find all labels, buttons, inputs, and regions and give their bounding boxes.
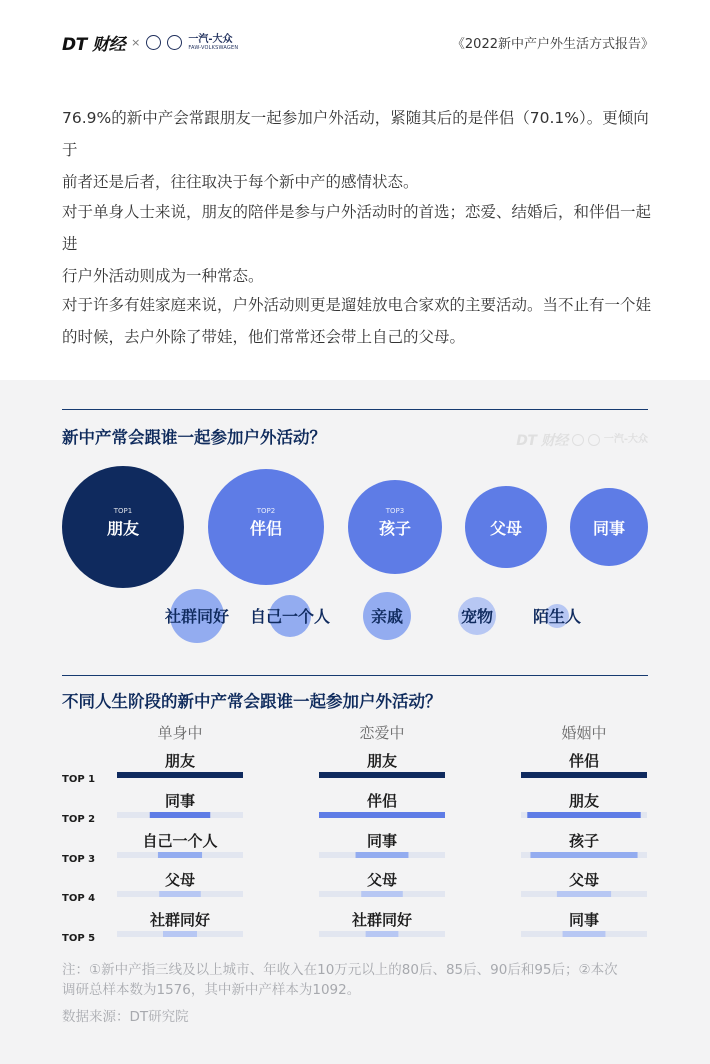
bar-1 (319, 772, 445, 778)
bar-4 (159, 891, 201, 897)
watermark-faw-text: 一汽-大众 (603, 434, 648, 445)
bar-label: 同事 (568, 911, 600, 929)
bar-label: 朋友 (164, 752, 196, 770)
bar-4 (557, 891, 611, 897)
bar-2 (150, 812, 210, 818)
watermark-dt-logo: DT 财经 (516, 433, 568, 449)
rank-label: TOP 1 (62, 774, 96, 785)
group-header: 恋爱中 (359, 724, 405, 742)
bar-1 (117, 772, 243, 778)
bar-5 (163, 931, 197, 937)
bubble-label: 孩子 (378, 519, 412, 538)
group-header: 婚姻中 (561, 724, 607, 742)
rank-label: TOP 3 (62, 854, 96, 865)
footnote-line: 注：①新中产指三线及以上城市、年收入在10万元以上的80后、85后、90后和95后；②本次 (62, 962, 618, 978)
bubble-label: 伴侣 (249, 519, 283, 538)
group-header: 单身中 (157, 724, 203, 742)
paragraph-line: 行户外活动则成为一种常态。 (62, 267, 264, 285)
bar-5 (366, 931, 399, 937)
paragraph-line: 对于许多有娃家庭来说，户外活动则更是遛娃放电合家欢的主要活动。当不止有一个娃 (62, 296, 652, 314)
footnote-line: 调研总样本数为1576，其中新中产样本为1092。 (62, 982, 361, 998)
bar-1 (521, 772, 647, 778)
bar-label: 同事 (366, 832, 398, 850)
rank-label: TOP 5 (62, 933, 96, 944)
bubble-rank-tag: TOP3 (385, 507, 405, 515)
cross-symbol: × (131, 36, 141, 49)
bar-label: 父母 (568, 871, 600, 889)
bubble-label: 自己一个人 (249, 607, 331, 626)
bubble-label: 宠物 (460, 607, 494, 626)
footnote (62, 960, 662, 1000)
bar-chart-title: 不同人生阶段的新中产常会跟谁一起参加户外活动？ (62, 692, 442, 711)
paragraph-line: 对于单身人士来说，朋友的陪伴是参与户外活动时的首选；恋爱、结婚后，和伴侣一起进 (62, 203, 652, 253)
bar-3 (530, 852, 637, 858)
bar-3 (356, 852, 409, 858)
bar-label: 社群同好 (149, 911, 211, 929)
bar-label: 朋友 (366, 752, 398, 770)
bar-label: 伴侣 (366, 792, 398, 810)
bar-label: 父母 (164, 871, 196, 889)
paragraph-line: 前者还是后者，往往取决于每个新中产的感情状态。 (62, 173, 419, 191)
bubble-label: 社群同好 (164, 607, 230, 626)
bar-label: 同事 (164, 792, 196, 810)
bubble-label: 亲戚 (370, 607, 404, 626)
bubble-rank-tag: TOP1 (113, 507, 133, 515)
faw-vw-logo-name: 一汽-大众 (188, 33, 233, 45)
rank-label: TOP 4 (62, 893, 96, 904)
bar-label: 孩子 (568, 832, 600, 850)
bar-label: 自己一个人 (142, 832, 218, 850)
bar-label: 社群同好 (351, 911, 413, 929)
bubble-rank-tag: TOP2 (256, 507, 276, 515)
bar-label: 父母 (366, 871, 398, 889)
bubble-label: 陌生人 (532, 607, 582, 626)
paragraph-line: 76.9%的新中产会常跟朋友一起参加户外活动，紧随其后的是伴侣（70.1%）。更倾向于 (62, 109, 649, 159)
bar-4 (361, 891, 403, 897)
bubble-chart-title: 新中产常会跟谁一起参加户外活动？ (62, 428, 326, 447)
bar-label: 朋友 (568, 792, 600, 810)
rank-label: TOP 2 (62, 814, 96, 825)
report-title: 《2022新中产户外生活方式报告》 (451, 37, 654, 52)
bubble-label: 同事 (592, 519, 626, 538)
faw-vw-logo-sub: FAW-VOLKSWAGEN (188, 44, 239, 51)
dt-finance-logo: DT 财经 (62, 35, 126, 55)
bar-3 (158, 852, 202, 858)
data-source: 数据来源：DT研究院 (62, 1009, 189, 1025)
bar-2 (319, 812, 445, 818)
bubble-label: 朋友 (106, 519, 140, 538)
bar-5 (563, 931, 606, 937)
bar-2 (527, 812, 640, 818)
bar-label: 伴侣 (568, 752, 600, 770)
bubble-label: 父母 (489, 519, 523, 538)
paragraph-line: 的时候，去户外除了带娃，他们常常还会带上自己的父母。 (62, 328, 466, 346)
